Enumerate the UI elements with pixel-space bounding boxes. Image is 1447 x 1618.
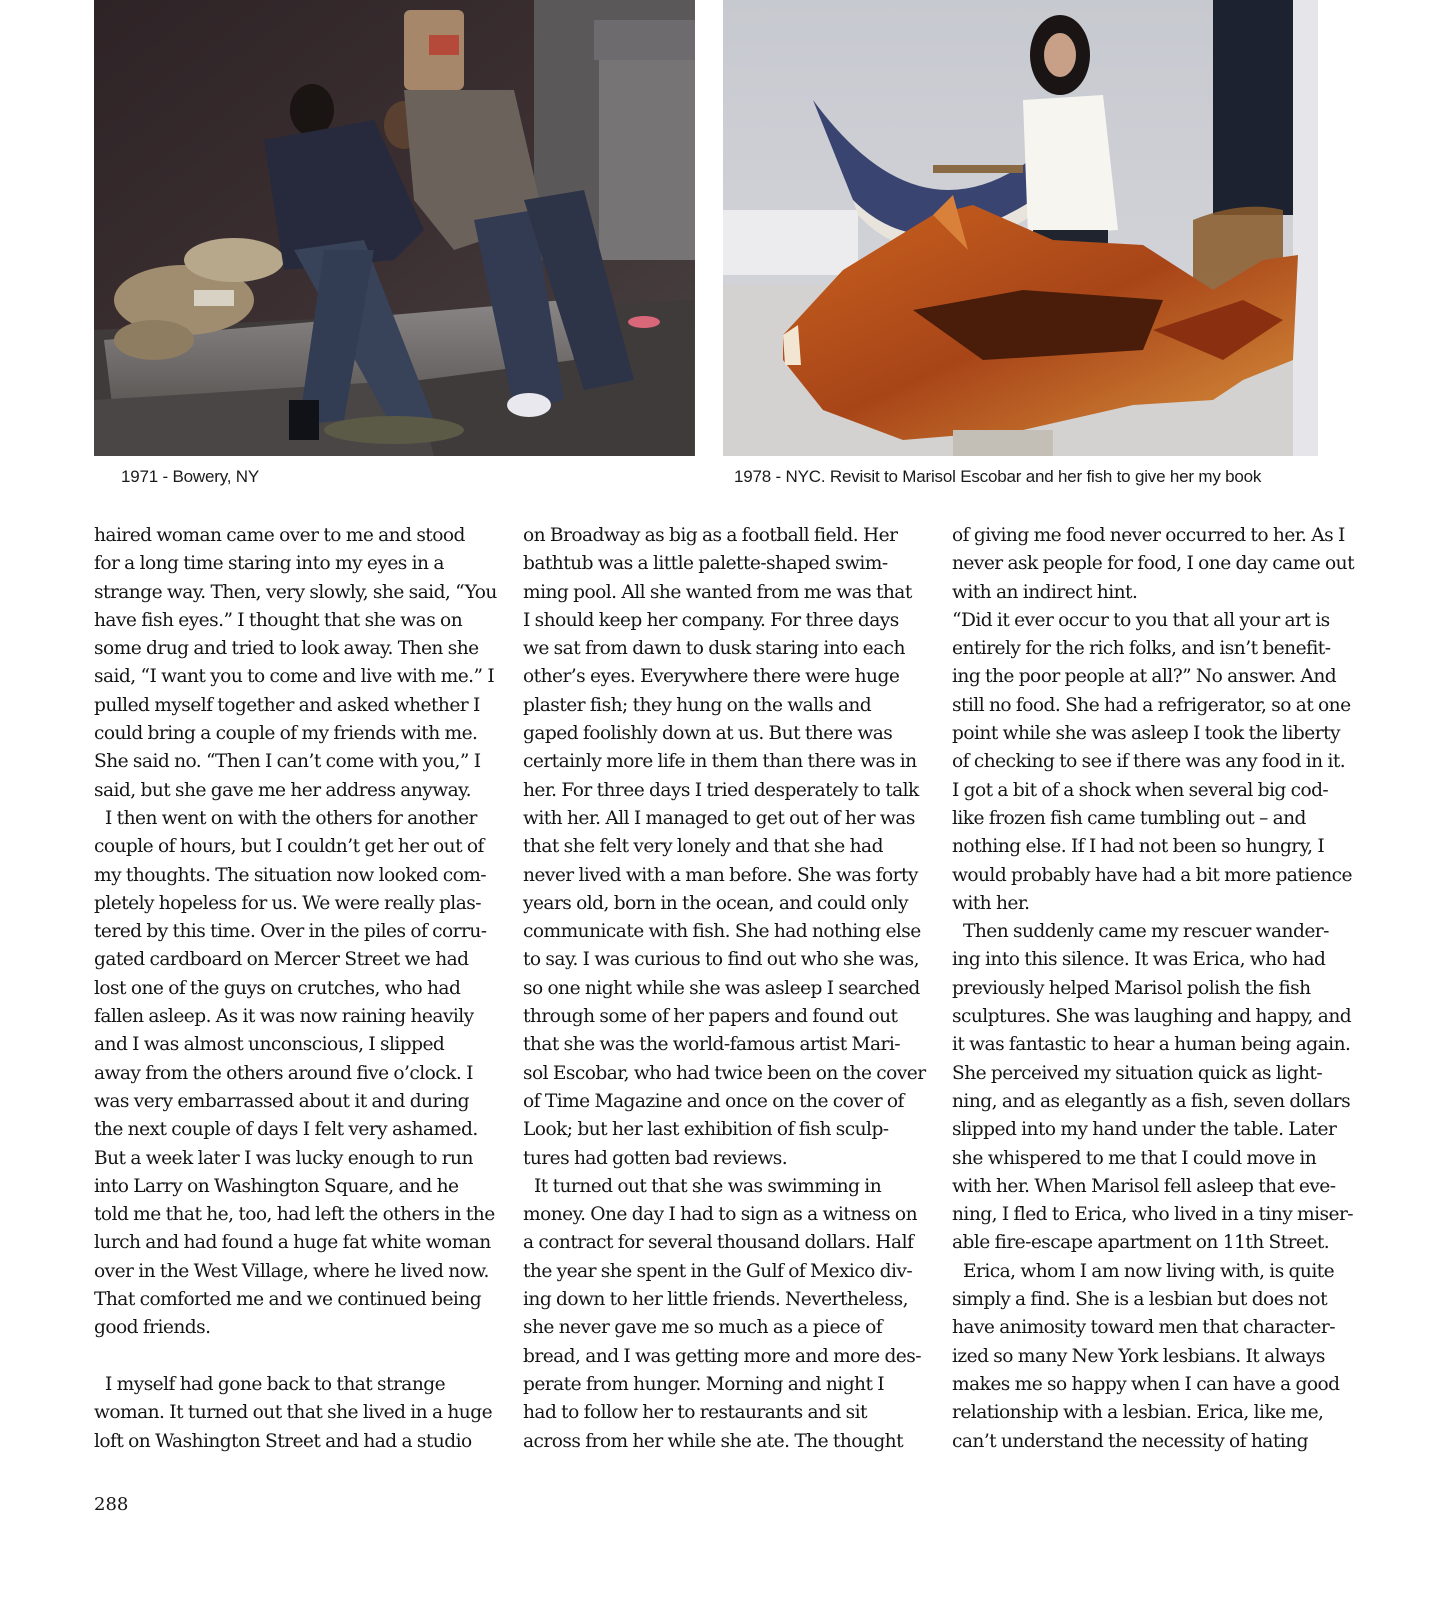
text-line: I got a bit of a shock when several big cod- bbox=[952, 779, 1329, 801]
text-line: bread, and I was getting more and more des- bbox=[523, 1345, 921, 1367]
text-line: ing down to her little friends. Nevertheless, bbox=[523, 1289, 908, 1311]
text-line: of checking to see if there was any food in it. bbox=[952, 751, 1346, 773]
text-line: “Did it ever occur to you that all your art is bbox=[952, 609, 1330, 631]
text-line: Look; but her last exhibition of fish sculp- bbox=[523, 1119, 889, 1141]
text-line: have fish eyes.” I thought that she was on bbox=[94, 609, 463, 631]
text-line: loft on Washington Street and had a studio bbox=[94, 1430, 472, 1452]
text-line: with an indirect hint. bbox=[952, 581, 1138, 603]
text-line: It turned out that she was swimming in bbox=[534, 1175, 882, 1197]
text-line: other’s eyes. Everywhere there were huge bbox=[523, 666, 900, 688]
text-line: was very embarrassed about it and during bbox=[94, 1090, 469, 1112]
photo-marisol-fish-1978 bbox=[723, 0, 1340, 456]
text-line: with her. All I managed to get out of her was bbox=[523, 807, 915, 829]
photo-caption-left: 1971 - Bowery, NY bbox=[121, 467, 260, 486]
text-line: gaped foolishly down at us. But there was bbox=[523, 723, 893, 745]
text-line: some drug and tried to look away. Then she bbox=[94, 638, 479, 660]
text-line: sculptures. She was laughing and happy, and bbox=[952, 1006, 1352, 1028]
text-line: that she was the world-famous artist Mari- bbox=[523, 1034, 900, 1056]
text-line: could bring a couple of my friends with me. bbox=[94, 723, 478, 745]
text-line: she never gave me so much as a piece of bbox=[523, 1317, 883, 1339]
text-line: and I was almost unconscious, I slipped bbox=[94, 1034, 445, 1056]
text-line: into Larry on Washington Square, and he bbox=[94, 1175, 459, 1197]
photo-marisol-image bbox=[723, 0, 1340, 456]
text-line: of Time Magazine and once on the cover of bbox=[523, 1090, 904, 1112]
text-line: I should keep her company. For three days bbox=[523, 609, 899, 631]
text-line: the year she spent in the Gulf of Mexico div- bbox=[523, 1260, 913, 1282]
text-line: said, “I want you to come and live with me.” I bbox=[94, 666, 495, 688]
text-column-2 bbox=[523, 522, 933, 1456]
text-line: years old, born in the ocean, and could only bbox=[523, 892, 908, 914]
text-line: She perceived my situation quick as light- bbox=[952, 1062, 1323, 1084]
text-line: tures had gotten bad reviews. bbox=[523, 1147, 788, 1169]
text-line: to say. I was curious to find out who she was, bbox=[523, 949, 919, 971]
text-line: tered by this time. Over in the piles of corru- bbox=[94, 921, 487, 943]
text-line: pulled myself together and asked whether I bbox=[94, 694, 480, 716]
text-line: couple of hours, but I couldn’t get her out of bbox=[94, 836, 484, 858]
text-line: over in the West Village, where he lived now. bbox=[94, 1260, 489, 1282]
text-line: Erica, whom I am now living with, is quite bbox=[963, 1260, 1335, 1282]
text-line: Then suddenly came my rescuer wander- bbox=[963, 921, 1329, 943]
text-line: certainly more life in them than there was in bbox=[523, 751, 917, 773]
text-line: the next couple of days I felt very ashamed. bbox=[94, 1119, 478, 1141]
text-line: nothing else. If I had not been so hungry, I bbox=[952, 836, 1325, 858]
text-line: entirely for the rich folks, and isn’t benefit- bbox=[952, 638, 1331, 660]
text-line: ized so many New York lesbians. It always bbox=[952, 1345, 1325, 1367]
text-line: fallen asleep. As it was now raining heavily bbox=[94, 1006, 474, 1028]
text-line: it was fantastic to hear a human being again. bbox=[952, 1034, 1351, 1056]
text-line: for a long time staring into my eyes in a bbox=[94, 553, 444, 575]
text-line: relationship with a lesbian. Erica, like me, bbox=[952, 1402, 1324, 1424]
text-line: That comforted me and we continued being bbox=[94, 1289, 482, 1311]
text-line: across from her while she ate. The thought bbox=[523, 1430, 904, 1452]
text-line: strange way. Then, very slowly, she said, “You bbox=[94, 581, 497, 603]
text-line: my thoughts. The situation now looked com- bbox=[94, 864, 487, 886]
text-line: bathtub was a little palette-shaped swim- bbox=[523, 553, 888, 575]
text-line: have animosity toward men that character- bbox=[952, 1317, 1335, 1339]
text-line: money. One day I had to sign as a witness on bbox=[523, 1204, 917, 1226]
text-line: But a week later I was lucky enough to run bbox=[94, 1147, 473, 1169]
photo-caption-right: 1978 - NYC. Revisit to Marisol Escobar and her fish to give her my book bbox=[734, 467, 1262, 486]
text-line: previously helped Marisol polish the fish bbox=[952, 977, 1311, 999]
text-line: would probably have had a bit more patience bbox=[952, 864, 1352, 886]
text-line: perate from hunger. Morning and night I bbox=[523, 1373, 885, 1395]
text-line: woman. It turned out that she lived in a huge bbox=[94, 1402, 493, 1424]
text-line: never ask people for food, I one day came out bbox=[952, 553, 1355, 575]
text-line: that she felt very lonely and that she had bbox=[523, 836, 883, 858]
text-line: with her. bbox=[952, 892, 1030, 914]
text-line: on Broadway as big as a football field. Her bbox=[523, 525, 898, 546]
text-line: gated cardboard on Mercer Street we had bbox=[94, 949, 469, 971]
text-line: ning, and as elegantly as a fish, seven dollars bbox=[952, 1090, 1351, 1112]
text-line: ing into this silence. It was Erica, who had bbox=[952, 949, 1326, 971]
text-line: lost one of the guys on crutches, who had bbox=[94, 977, 461, 999]
text-line: I myself had gone back to that strange bbox=[105, 1373, 446, 1395]
text-line bbox=[94, 1343, 504, 1371]
text-column-3 bbox=[952, 522, 1362, 1456]
text-line: had to follow her to restaurants and sit bbox=[523, 1402, 867, 1424]
text-line: so one night while she was asleep I searched bbox=[523, 977, 920, 999]
text-line: said, but she gave me her address anyway. bbox=[94, 779, 471, 801]
text-line: makes me so happy when I can have a good bbox=[952, 1373, 1340, 1395]
text-line: able fire-escape apartment on 11th Street. bbox=[952, 1232, 1330, 1254]
text-line: ing the poor people at all?” No answer. And bbox=[952, 666, 1337, 688]
text-line: like frozen fish came tumbling out – and bbox=[952, 807, 1306, 829]
text-line: we sat from dawn to dusk staring into each bbox=[523, 638, 905, 660]
text-line: plaster fish; they hung on the walls and bbox=[523, 694, 872, 716]
text-line: told me that he, too, had left the others in the bbox=[94, 1204, 495, 1226]
text-line: of giving me food never occurred to her. As I bbox=[952, 525, 1345, 546]
text-line: slipped into my hand under the table. Later bbox=[952, 1119, 1337, 1141]
text-line: She said no. “Then I can’t come with you,” I bbox=[94, 751, 481, 773]
page-number: 288 bbox=[94, 1494, 129, 1515]
text-line: her. For three days I tried desperately to talk bbox=[523, 779, 919, 801]
text-line: sol Escobar, who had twice been on the cover bbox=[523, 1062, 926, 1084]
text-line: through some of her papers and found out bbox=[523, 1006, 898, 1028]
text-line: a contract for several thousand dollars. Half bbox=[523, 1232, 914, 1254]
text-line: can’t understand the necessity of hating bbox=[952, 1430, 1308, 1452]
text-line: never lived with a man before. She was forty bbox=[523, 864, 918, 886]
text-line: lurch and had found a huge fat white woman bbox=[94, 1232, 491, 1254]
text-line: pletely hopeless for us. We were really plas- bbox=[94, 892, 481, 914]
text-column-1 bbox=[94, 522, 504, 1456]
text-line: with her. When Marisol fell asleep that eve- bbox=[952, 1175, 1336, 1197]
text-line: ning, I fled to Erica, who lived in a tiny miser- bbox=[952, 1204, 1354, 1226]
text-line: ming pool. All she wanted from me was that bbox=[523, 581, 912, 603]
text-line: haired woman came over to me and stood bbox=[94, 525, 465, 546]
text-line: point while she was asleep I took the liberty bbox=[952, 723, 1340, 745]
text-line: simply a find. She is a lesbian but does not bbox=[952, 1289, 1327, 1311]
photo-bowery-1971 bbox=[94, 0, 695, 456]
text-line: she whispered to me that I could move in bbox=[952, 1147, 1317, 1169]
text-line: good friends. bbox=[94, 1317, 211, 1339]
text-line: away from the others around five o’clock. I bbox=[94, 1062, 473, 1084]
text-line: still no food. She had a refrigerator, so at one bbox=[952, 694, 1351, 716]
text-line: communicate with fish. She had nothing else bbox=[523, 921, 921, 943]
text-line: I then went on with the others for another bbox=[105, 807, 477, 829]
photo-bowery-image bbox=[94, 0, 695, 456]
